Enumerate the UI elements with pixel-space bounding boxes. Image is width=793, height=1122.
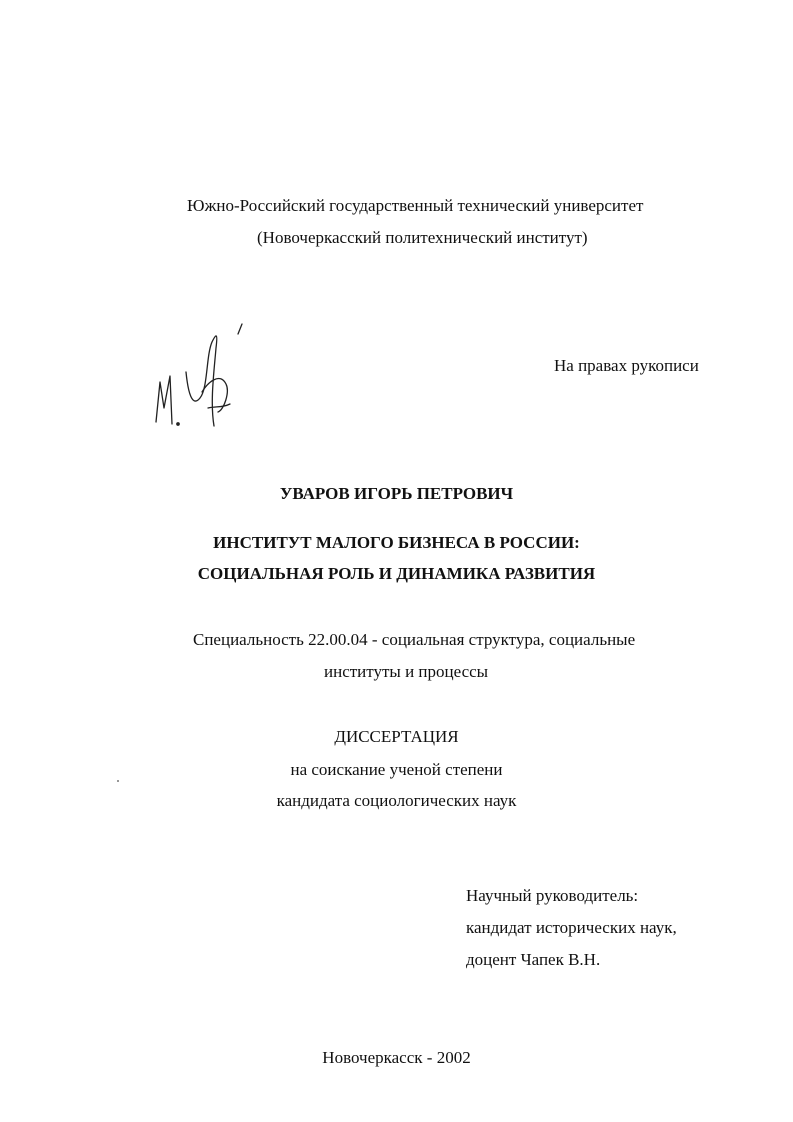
supervisor-name: доцент Чапек В.Н.	[466, 950, 601, 969]
university-name: Южно-Российский государственный технический университет	[187, 196, 644, 215]
supervisor-degree: кандидат исторических наук,	[466, 918, 677, 937]
manuscript-rights-note: На правах рукописи	[554, 356, 699, 375]
specialty-line-2: институты и процессы	[324, 662, 489, 681]
institute-name: (Новочеркасский политехнический институт)	[257, 228, 588, 247]
dissertation-title-line-1: ИНСТИТУТ МАЛОГО БИЗНЕСА В РОССИИ:	[213, 533, 580, 552]
degree-sought-line-2: кандидата социологических наук	[276, 791, 517, 810]
author-name: УВАРОВ ИГОРЬ ПЕТРОВИЧ	[279, 484, 514, 503]
handwritten-signature	[148, 312, 248, 442]
work-type-heading: ДИССЕРТАЦИЯ	[334, 727, 459, 746]
supervisor-label: Научный руководитель:	[466, 886, 639, 905]
city-and-year: Новочеркасск - 2002	[322, 1048, 471, 1067]
specialty-line-1: Специальность 22.00.04 - социальная структура, социальные	[193, 630, 636, 649]
dissertation-title-line-2: СОЦИАЛЬНАЯ РОЛЬ И ДИНАМИКА РАЗВИТИЯ	[197, 564, 596, 583]
scan-speck	[117, 780, 119, 782]
degree-sought-line-1: на соискание ученой степени	[290, 760, 503, 779]
